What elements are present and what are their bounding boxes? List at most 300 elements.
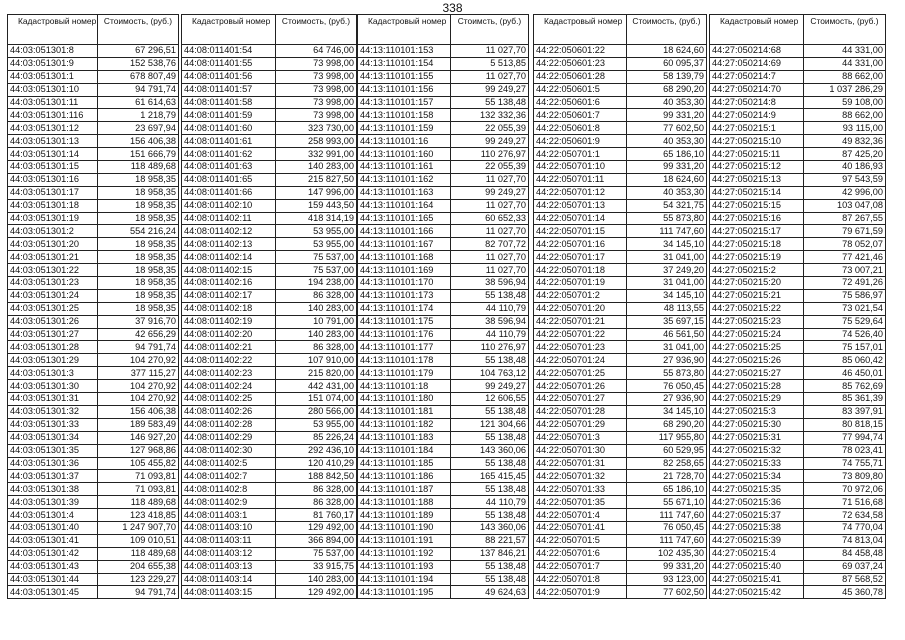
table-row bbox=[710, 328, 886, 341]
table-row bbox=[534, 457, 707, 470]
cadastral-number-cell: 44:27:050215:24 bbox=[710, 328, 804, 341]
cost-cell: 102 435,30 bbox=[627, 547, 707, 560]
cadastral-number-cell: 44:03:051301:28 bbox=[8, 341, 98, 354]
table-row bbox=[182, 148, 357, 161]
cadastral-number-cell: 44:08:011403:1 bbox=[182, 509, 276, 522]
table-row bbox=[534, 225, 707, 238]
cost-cell: 156 406,38 bbox=[98, 405, 179, 418]
cost-cell: 11 027,70 bbox=[451, 173, 529, 186]
cost-cell: 75 529,64 bbox=[804, 315, 886, 328]
cadastral-number-cell: 44:03:051301:12 bbox=[8, 122, 98, 135]
table-row bbox=[358, 341, 529, 354]
cadastral-number-cell: 44:13:110101:186 bbox=[358, 470, 451, 483]
table-row bbox=[534, 380, 707, 393]
cadastral-number-cell: 44:27:050215:31 bbox=[710, 431, 804, 444]
table-row bbox=[358, 315, 529, 328]
cost-cell: 78 023,41 bbox=[804, 444, 886, 457]
cost-cell: 65 186,10 bbox=[627, 483, 707, 496]
table-row bbox=[710, 161, 886, 174]
table-row bbox=[358, 135, 529, 148]
cadastral-number-cell: 44:03:051301:13 bbox=[8, 135, 98, 148]
cadastral-number-cell: 44:27:050215:26 bbox=[710, 354, 804, 367]
cadastral-number-cell: 44:03:051301:10 bbox=[8, 83, 98, 96]
table-row bbox=[534, 161, 707, 174]
table-row bbox=[8, 496, 179, 509]
table-row bbox=[182, 418, 357, 431]
cadastral-number-cell: 44:03:051301:11 bbox=[8, 96, 98, 109]
cadastral-number-cell: 44:22:050701:18 bbox=[534, 264, 627, 277]
cost-cell: 42 996,00 bbox=[804, 186, 886, 199]
table-row bbox=[534, 444, 707, 457]
cost-cell: 71 516,68 bbox=[804, 496, 886, 509]
table-row bbox=[710, 380, 886, 393]
table-row bbox=[358, 380, 529, 393]
cadastral-number-cell: 44:03:051301:16 bbox=[8, 173, 98, 186]
table-row bbox=[358, 264, 529, 277]
table-row bbox=[182, 186, 357, 199]
cost-cell: 76 050,45 bbox=[627, 380, 707, 393]
cost-cell: 38 596,94 bbox=[451, 277, 529, 290]
table-row bbox=[534, 496, 707, 509]
cost-cell: 75 537,00 bbox=[276, 264, 357, 277]
cadastral-number-cell: 44:27:050215:10 bbox=[710, 135, 804, 148]
table-row bbox=[182, 315, 357, 328]
table-row bbox=[534, 509, 707, 522]
table-row bbox=[534, 289, 707, 302]
cost-cell: 74 813,04 bbox=[804, 534, 886, 547]
cost-cell: 77 421,46 bbox=[804, 251, 886, 264]
cost-cell: 11 027,70 bbox=[451, 199, 529, 212]
cadastral-number-cell: 44:08:011402:24 bbox=[182, 380, 276, 393]
cost-cell: 60 529,95 bbox=[627, 444, 707, 457]
table-row bbox=[8, 586, 179, 599]
cadastral-number-cell: 44:22:050701:5 bbox=[534, 534, 627, 547]
cost-cell: 111 747,60 bbox=[627, 225, 707, 238]
table-row bbox=[534, 431, 707, 444]
table-row bbox=[534, 212, 707, 225]
cost-cell: 140 283,00 bbox=[276, 161, 357, 174]
cost-cell: 118 489,68 bbox=[98, 547, 179, 560]
table-row bbox=[710, 418, 886, 431]
cost-cell: 55 138,48 bbox=[451, 354, 529, 367]
table-row bbox=[358, 289, 529, 302]
cost-cell: 55 138,48 bbox=[451, 289, 529, 302]
cadastral-number-cell: 44:08:011403:13 bbox=[182, 560, 276, 573]
cadastral-number-cell: 44:13:110101:192 bbox=[358, 547, 451, 560]
table-row bbox=[358, 83, 529, 96]
cost-cell: 55 138,48 bbox=[451, 483, 529, 496]
cost-cell: 34 145,10 bbox=[627, 405, 707, 418]
cadastral-number-cell: 44:22:050701:11 bbox=[534, 173, 627, 186]
table-row bbox=[8, 405, 179, 418]
cadastral-number-cell: 44:08:011402:15 bbox=[182, 264, 276, 277]
cadastral-number-cell: 44:08:011403:10 bbox=[182, 521, 276, 534]
cadastral-number-cell: 44:22:050701:23 bbox=[534, 341, 627, 354]
cost-cell: 292 436,10 bbox=[276, 444, 357, 457]
table-row bbox=[358, 302, 529, 315]
cost-cell: 129 492,00 bbox=[276, 586, 357, 599]
table-row bbox=[534, 109, 707, 122]
table-row bbox=[8, 135, 179, 148]
table-header-row bbox=[8, 15, 179, 45]
cost-cell: 258 993,00 bbox=[276, 135, 357, 148]
cost-cell: 67 296,51 bbox=[98, 45, 179, 58]
cadastral-number-cell: 44:13:110101:191 bbox=[358, 534, 451, 547]
cost-cell: 11 027,70 bbox=[451, 45, 529, 58]
table-row bbox=[182, 521, 357, 534]
cost-cell: 99 249,27 bbox=[451, 380, 529, 393]
cost-cell: 18 958,35 bbox=[98, 302, 179, 315]
cadastral-number-cell: 44:22:050701:6 bbox=[534, 547, 627, 560]
cost-cell: 123 418,85 bbox=[98, 509, 179, 522]
cadastral-number-cell: 44:27:050215:21 bbox=[710, 289, 804, 302]
table-row bbox=[8, 367, 179, 380]
table-row bbox=[8, 418, 179, 431]
cost-cell: 110 276,97 bbox=[451, 341, 529, 354]
cadastral-number-cell: 44:08:011402:25 bbox=[182, 393, 276, 406]
table-row bbox=[710, 96, 886, 109]
table-row bbox=[182, 302, 357, 315]
cost-cell: 44 331,00 bbox=[804, 57, 886, 70]
cost-cell: 75 586,97 bbox=[804, 289, 886, 302]
table-row bbox=[182, 509, 357, 522]
cadastral-number-cell: 44:22:050701:24 bbox=[534, 354, 627, 367]
cadastral-number-cell: 44:13:110101:176 bbox=[358, 328, 451, 341]
cost-cell: 554 216,24 bbox=[98, 225, 179, 238]
cost-cell: 68 290,20 bbox=[627, 418, 707, 431]
table-row bbox=[358, 57, 529, 70]
cost-cell: 55 873,80 bbox=[627, 212, 707, 225]
cadastral-number-cell: 44:03:051301:14 bbox=[8, 148, 98, 161]
cadastral-number-cell: 44:08:011402:26 bbox=[182, 405, 276, 418]
cadastral-number-cell: 44:27:050214:69 bbox=[710, 57, 804, 70]
cost-cell: 55 138,48 bbox=[451, 457, 529, 470]
cadastral-number-cell: 44:03:051301:20 bbox=[8, 238, 98, 251]
cost-cell: 104 270,92 bbox=[98, 380, 179, 393]
cost-cell: 11 027,70 bbox=[451, 70, 529, 83]
table-row bbox=[710, 148, 886, 161]
table-row bbox=[182, 393, 357, 406]
table-row bbox=[8, 186, 179, 199]
table-row bbox=[710, 199, 886, 212]
table-row bbox=[8, 70, 179, 83]
cost-cell: 280 566,00 bbox=[276, 405, 357, 418]
cost-cell: 123 229,27 bbox=[98, 573, 179, 586]
table-row bbox=[182, 122, 357, 135]
cadastral-number-cell: 44:08:011401:56 bbox=[182, 70, 276, 83]
table-row bbox=[534, 573, 707, 586]
cadastral-number-cell: 44:27:050215:22 bbox=[710, 302, 804, 315]
cost-cell: 60 652,33 bbox=[451, 212, 529, 225]
table-row bbox=[182, 457, 357, 470]
cadastral-number-cell: 44:13:110101:158 bbox=[358, 109, 451, 122]
cost-cell: 77 602,50 bbox=[627, 586, 707, 599]
table-row bbox=[358, 509, 529, 522]
table-row bbox=[534, 264, 707, 277]
table-row bbox=[534, 302, 707, 315]
cadastral-number-cell: 44:03:051301:2 bbox=[8, 225, 98, 238]
cadastral-number-cell: 44:08:011402:22 bbox=[182, 354, 276, 367]
table-row bbox=[8, 289, 179, 302]
table-row bbox=[534, 418, 707, 431]
cadastral-number-cell: 44:13:110101:195 bbox=[358, 586, 451, 599]
table-row bbox=[8, 380, 179, 393]
table-row bbox=[182, 277, 357, 290]
cost-cell: 31 041,00 bbox=[627, 341, 707, 354]
cadastral-number-cell: 44:13:110101:153 bbox=[358, 45, 451, 58]
cadastral-number-cell: 44:27:050215:3 bbox=[710, 405, 804, 418]
cadastral-number-cell: 44:13:110101:180 bbox=[358, 393, 451, 406]
table-row bbox=[710, 212, 886, 225]
table-row bbox=[182, 212, 357, 225]
cadastral-number-cell: 44:27:050215:13 bbox=[710, 173, 804, 186]
cost-cell: 22 055,39 bbox=[451, 122, 529, 135]
cost-cell: 103 047,08 bbox=[804, 199, 886, 212]
cadastral-number-cell: 44:22:050701:7 bbox=[534, 560, 627, 573]
cadastral-number-cell: 44:13:110101:166 bbox=[358, 225, 451, 238]
header-cost: Стоимость, (руб.) bbox=[627, 15, 707, 45]
cadastral-number-cell: 44:03:051301:40 bbox=[8, 521, 98, 534]
cadastral-number-cell: 44:13:110101:178 bbox=[358, 354, 451, 367]
cadastral-number-cell: 44:08:011402:5 bbox=[182, 457, 276, 470]
cadastral-number-cell: 44:22:050701:16 bbox=[534, 238, 627, 251]
cadastral-number-cell: 44:27:050215:42 bbox=[710, 586, 804, 599]
table-row bbox=[8, 302, 179, 315]
table-row bbox=[8, 199, 179, 212]
table-row bbox=[358, 199, 529, 212]
table-row bbox=[182, 225, 357, 238]
cadastral-number-cell: 44:27:050215:33 bbox=[710, 457, 804, 470]
cost-cell: 61 614,63 bbox=[98, 96, 179, 109]
cadastral-number-cell: 44:03:051301:39 bbox=[8, 496, 98, 509]
cadastral-number-cell: 44:22:050701:20 bbox=[534, 302, 627, 315]
table-row bbox=[710, 302, 886, 315]
cost-cell: 194 238,00 bbox=[276, 277, 357, 290]
table-row bbox=[182, 341, 357, 354]
cost-cell: 12 606,55 bbox=[451, 393, 529, 406]
cost-cell: 159 443,50 bbox=[276, 199, 357, 212]
table-row bbox=[182, 367, 357, 380]
table-row bbox=[8, 341, 179, 354]
cadastral-table-5 bbox=[709, 14, 886, 599]
table-row bbox=[8, 509, 179, 522]
cadastral-number-cell: 44:08:011402:12 bbox=[182, 225, 276, 238]
table-row bbox=[710, 57, 886, 70]
table-row bbox=[8, 457, 179, 470]
cadastral-number-cell: 44:08:011402:18 bbox=[182, 302, 276, 315]
cost-cell: 73 998,00 bbox=[276, 96, 357, 109]
cost-cell: 55 138,48 bbox=[451, 560, 529, 573]
cadastral-number-cell: 44:08:011403:14 bbox=[182, 573, 276, 586]
cost-cell: 37 916,70 bbox=[98, 315, 179, 328]
cadastral-number-cell: 44:13:110101:164 bbox=[358, 199, 451, 212]
cost-cell: 140 283,00 bbox=[276, 328, 357, 341]
table-row bbox=[534, 122, 707, 135]
cadastral-number-cell: 44:03:051301:43 bbox=[8, 560, 98, 573]
cadastral-number-cell: 44:13:110101:181 bbox=[358, 405, 451, 418]
cadastral-number-cell: 44:13:110101:169 bbox=[358, 264, 451, 277]
table-row bbox=[358, 457, 529, 470]
cadastral-number-cell: 44:03:051301:22 bbox=[8, 264, 98, 277]
cost-cell: 40 353,30 bbox=[627, 135, 707, 148]
cost-cell: 88 662,00 bbox=[804, 70, 886, 83]
cadastral-number-cell: 44:13:110101:173 bbox=[358, 289, 451, 302]
table-row bbox=[8, 573, 179, 586]
cadastral-number-cell: 44:03:051301:34 bbox=[8, 431, 98, 444]
table-row bbox=[358, 212, 529, 225]
cost-cell: 73 998,00 bbox=[276, 83, 357, 96]
table-row bbox=[710, 186, 886, 199]
table-row bbox=[534, 405, 707, 418]
cadastral-number-cell: 44:22:050701:10 bbox=[534, 161, 627, 174]
cadastral-number-cell: 44:08:011402:23 bbox=[182, 367, 276, 380]
cost-cell: 46 561,50 bbox=[627, 328, 707, 341]
cost-cell: 86 328,00 bbox=[276, 289, 357, 302]
cost-cell: 75 537,00 bbox=[276, 251, 357, 264]
table-row bbox=[358, 186, 529, 199]
cadastral-number-cell: 44:27:050215:30 bbox=[710, 418, 804, 431]
table-row bbox=[8, 264, 179, 277]
cost-cell: 49 832,36 bbox=[804, 135, 886, 148]
cost-cell: 44 331,00 bbox=[804, 45, 886, 58]
cost-cell: 105 455,82 bbox=[98, 457, 179, 470]
cost-cell: 94 791,74 bbox=[98, 586, 179, 599]
cost-cell: 120 410,29 bbox=[276, 457, 357, 470]
cadastral-number-cell: 44:13:110101:160 bbox=[358, 148, 451, 161]
cost-cell: 88 662,00 bbox=[804, 109, 886, 122]
cadastral-number-cell: 44:08:011401:62 bbox=[182, 148, 276, 161]
table-row bbox=[534, 186, 707, 199]
cost-cell: 18 958,35 bbox=[98, 199, 179, 212]
cadastral-number-cell: 44:03:051301:21 bbox=[8, 251, 98, 264]
cost-cell: 97 543,59 bbox=[804, 173, 886, 186]
cost-cell: 55 138,48 bbox=[451, 509, 529, 522]
cost-cell: 129 492,00 bbox=[276, 521, 357, 534]
cadastral-number-cell: 44:13:110101:156 bbox=[358, 83, 451, 96]
table-row bbox=[8, 161, 179, 174]
cost-cell: 85 226,24 bbox=[276, 431, 357, 444]
cadastral-number-cell: 44:08:011402:8 bbox=[182, 483, 276, 496]
table-row bbox=[710, 315, 886, 328]
cadastral-number-cell: 44:27:050215:29 bbox=[710, 393, 804, 406]
cadastral-number-cell: 44:08:011402:16 bbox=[182, 277, 276, 290]
table-row bbox=[358, 586, 529, 599]
cadastral-number-cell: 44:27:050215:23 bbox=[710, 315, 804, 328]
cost-cell: 44 110,79 bbox=[451, 496, 529, 509]
cost-cell: 55 138,48 bbox=[451, 431, 529, 444]
cost-cell: 74 770,04 bbox=[804, 521, 886, 534]
cost-cell: 33 915,75 bbox=[276, 560, 357, 573]
cost-cell: 40 353,30 bbox=[627, 96, 707, 109]
cadastral-number-cell: 44:08:011402:9 bbox=[182, 496, 276, 509]
cost-cell: 83 397,91 bbox=[804, 405, 886, 418]
cost-cell: 74 526,40 bbox=[804, 328, 886, 341]
cost-cell: 140 283,00 bbox=[276, 302, 357, 315]
cost-cell: 34 145,10 bbox=[627, 289, 707, 302]
cadastral-number-cell: 44:03:051301:30 bbox=[8, 380, 98, 393]
table-row bbox=[358, 470, 529, 483]
table-row bbox=[358, 354, 529, 367]
table-row bbox=[534, 354, 707, 367]
table-row bbox=[710, 109, 886, 122]
cadastral-number-cell: 44:27:050215:12 bbox=[710, 161, 804, 174]
cost-cell: 87 267,55 bbox=[804, 212, 886, 225]
cadastral-number-cell: 44:08:011402:11 bbox=[182, 212, 276, 225]
table-row bbox=[358, 70, 529, 83]
cadastral-number-cell: 44:27:050215:11 bbox=[710, 148, 804, 161]
cadastral-number-cell: 44:03:051301:36 bbox=[8, 457, 98, 470]
cadastral-number-cell: 44:27:050214:7 bbox=[710, 70, 804, 83]
cost-cell: 332 991,00 bbox=[276, 148, 357, 161]
header-cadastral-number: Кадастровый номер bbox=[358, 15, 451, 45]
cost-cell: 82 258,65 bbox=[627, 457, 707, 470]
cadastral-number-cell: 44:08:011401:65 bbox=[182, 173, 276, 186]
cadastral-number-cell: 44:13:110101:167 bbox=[358, 238, 451, 251]
cadastral-number-cell: 44:27:050215:32 bbox=[710, 444, 804, 457]
cost-cell: 45 360,78 bbox=[804, 586, 886, 599]
cadastral-number-cell: 44:08:011401:54 bbox=[182, 45, 276, 58]
cadastral-table-1 bbox=[7, 14, 179, 599]
cadastral-number-cell: 44:22:050701:28 bbox=[534, 405, 627, 418]
table-row bbox=[182, 173, 357, 186]
cadastral-number-cell: 44:08:011403:11 bbox=[182, 534, 276, 547]
table-row bbox=[8, 354, 179, 367]
cost-cell: 73 021,54 bbox=[804, 302, 886, 315]
cost-cell: 11 027,70 bbox=[451, 251, 529, 264]
table-row bbox=[182, 431, 357, 444]
cost-cell: 18 958,35 bbox=[98, 238, 179, 251]
cadastral-number-cell: 44:13:110101:162 bbox=[358, 173, 451, 186]
cadastral-number-cell: 44:27:050215:2 bbox=[710, 264, 804, 277]
table-row bbox=[358, 173, 529, 186]
cadastral-number-cell: 44:27:050215:40 bbox=[710, 560, 804, 573]
cost-cell: 143 360,06 bbox=[451, 521, 529, 534]
table-row bbox=[8, 225, 179, 238]
cadastral-number-cell: 44:22:050701:4 bbox=[534, 509, 627, 522]
cadastral-number-cell: 44:27:050214:8 bbox=[710, 96, 804, 109]
table-row bbox=[358, 251, 529, 264]
cadastral-number-cell: 44:03:051301:31 bbox=[8, 393, 98, 406]
table-row bbox=[182, 96, 357, 109]
cadastral-number-cell: 44:22:050701:3 bbox=[534, 431, 627, 444]
cost-cell: 85 361,39 bbox=[804, 393, 886, 406]
table-row bbox=[710, 173, 886, 186]
cadastral-number-cell: 44:03:051301:3 bbox=[8, 367, 98, 380]
cost-cell: 86 328,00 bbox=[276, 341, 357, 354]
cost-cell: 18 958,35 bbox=[98, 277, 179, 290]
cadastral-number-cell: 44:22:050701:33 bbox=[534, 483, 627, 496]
cost-cell: 55 138,48 bbox=[451, 405, 529, 418]
cost-cell: 109 010,51 bbox=[98, 534, 179, 547]
cadastral-number-cell: 44:08:011401:63 bbox=[182, 161, 276, 174]
cost-cell: 22 055,39 bbox=[451, 161, 529, 174]
cadastral-number-cell: 44:22:050601:28 bbox=[534, 70, 627, 83]
table-row bbox=[710, 573, 886, 586]
cost-cell: 18 958,35 bbox=[98, 251, 179, 264]
cost-cell: 75 157,01 bbox=[804, 341, 886, 354]
cost-cell: 55 873,80 bbox=[627, 367, 707, 380]
table-row bbox=[8, 560, 179, 573]
cadastral-table-4 bbox=[533, 14, 707, 599]
table-row bbox=[8, 470, 179, 483]
cost-cell: 27 936,90 bbox=[627, 354, 707, 367]
table-row bbox=[182, 135, 357, 148]
table-row bbox=[534, 96, 707, 109]
cost-cell: 77 602,50 bbox=[627, 122, 707, 135]
table-row bbox=[534, 238, 707, 251]
table-row bbox=[710, 277, 886, 290]
table-row bbox=[710, 560, 886, 573]
